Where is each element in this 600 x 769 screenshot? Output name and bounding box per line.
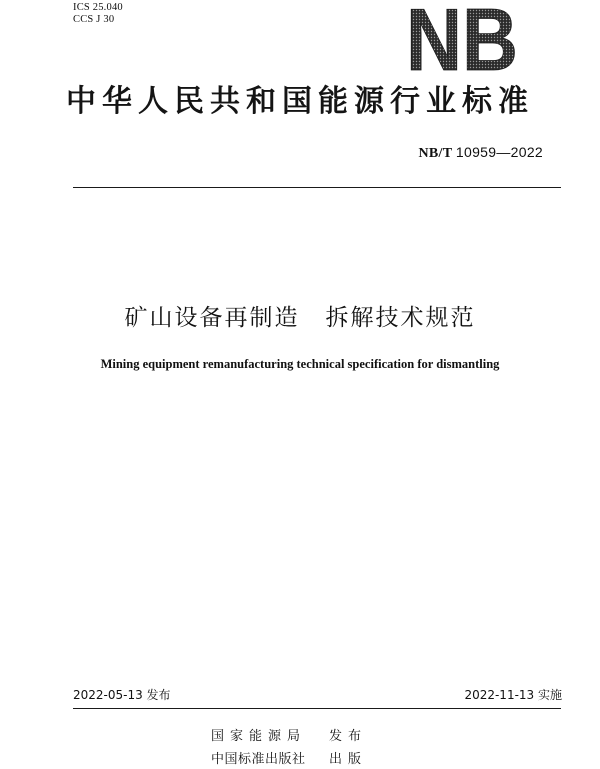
ccs-code: CCS J 30 bbox=[73, 14, 115, 25]
publisher-line bbox=[0, 751, 600, 769]
document-title-cn-part1: 矿山设备再制造 bbox=[124, 305, 300, 331]
top-rule bbox=[73, 187, 561, 188]
standard-number bbox=[418, 143, 543, 163]
implementation-date: 2022-11-13 实施 bbox=[464, 688, 562, 702]
standard-number-value: 10959—2022 bbox=[455, 144, 543, 160]
nb-logo bbox=[403, 0, 521, 74]
standard-number-prefix: NB/T bbox=[418, 146, 453, 161]
issuer-action: 发布 bbox=[329, 729, 368, 744]
ics-code: ICS 25.040 bbox=[73, 2, 123, 13]
issuer-name: 国家能源局 bbox=[211, 729, 307, 744]
publisher-action: 出版 bbox=[329, 752, 368, 767]
publisher-name: 中国标准出版社 bbox=[211, 752, 306, 767]
issuer-line bbox=[0, 728, 600, 746]
org-title: 中华人民共和国能源行业标准 bbox=[66, 84, 534, 119]
bottom-rule bbox=[73, 708, 561, 709]
nb-logo-text: NB bbox=[406, 0, 518, 74]
document-title-en: Mining equipment remanufacturing technical specification for dismantling bbox=[100, 357, 500, 371]
document-title-cn bbox=[0, 300, 600, 336]
issue-date: 2022-05-13 发布 bbox=[73, 688, 171, 702]
document-title-cn-part2: 拆解技术规范 bbox=[325, 305, 476, 331]
